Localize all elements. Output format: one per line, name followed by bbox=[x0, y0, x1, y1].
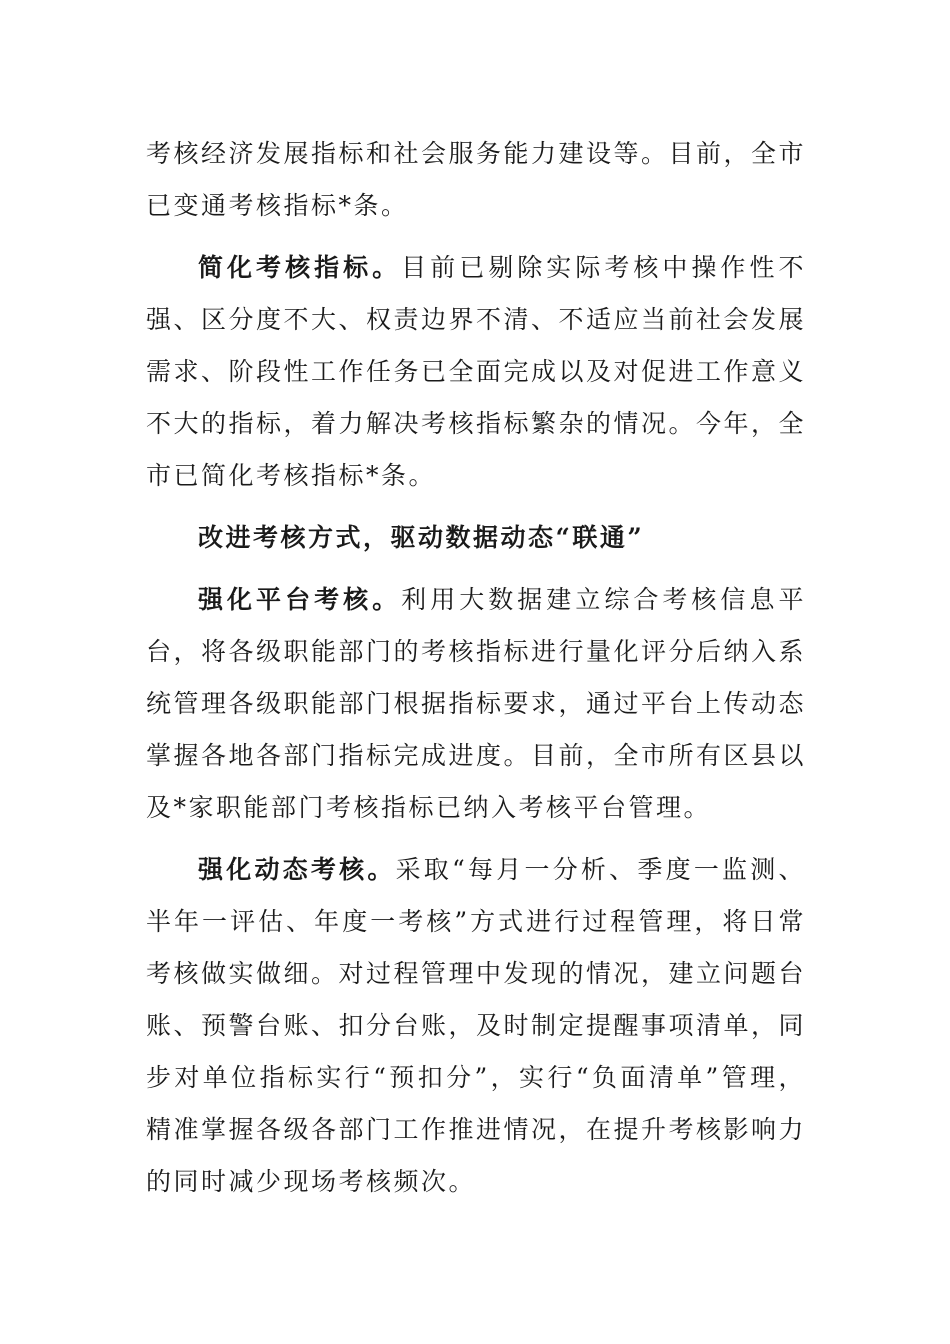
section-heading-text: 改进考核方式，驱动数据动态“联通” bbox=[198, 523, 645, 552]
paragraph-indicator-adjustment bbox=[146, 128, 806, 232]
paragraph-text: 考核经济发展指标和社会服务能力建设等。目前，全市已变通考核指标*条。 bbox=[146, 139, 807, 220]
paragraph-simplify-indicators bbox=[146, 242, 806, 502]
paragraph-dynamic-assessment bbox=[146, 844, 806, 1208]
paragraph-lead: 简化考核指标。 bbox=[198, 253, 402, 282]
paragraph-text: 利用大数据建立综合考核信息平台，将各级职能部门的考核指标进行量化评分后纳入系统管理各级职能部门根据指标要求，通过平台上传动态掌握各地各部门指标完成进度。目前，全市所有区县以及*家职能部门考核指标已纳入考核平台管理。 bbox=[146, 585, 807, 822]
paragraph-text: 采取“每月一分析、季度一监测、半年一评估、年度一考核”方式进行过程管理，将日常考核做实做细。对过程管理中发现的情况，建立问题台账、预警台账、扣分台账，及时制定提醒事项清单，同步对单位指标实行“预扣分”，实行“负面清单”管理，精准掌握各级各部门工作推进情况，在提升考核影响力的同时减少现场考核频次。 bbox=[146, 855, 807, 1196]
paragraph-platform-assessment bbox=[146, 574, 806, 834]
document-page bbox=[146, 128, 806, 1218]
paragraph-lead: 强化动态考核。 bbox=[198, 855, 396, 884]
section-heading bbox=[146, 512, 806, 564]
paragraph-text: 目前已剔除实际考核中操作性不强、区分度不大、权责边界不清、不适应当前社会发展需求、阶段性工作任务已全面完成以及对促进工作意义不大的指标，着力解决考核指标繁杂的情况。今年，全市已简化考核指标*条。 bbox=[146, 253, 807, 490]
paragraph-lead: 强化平台考核。 bbox=[198, 585, 402, 614]
